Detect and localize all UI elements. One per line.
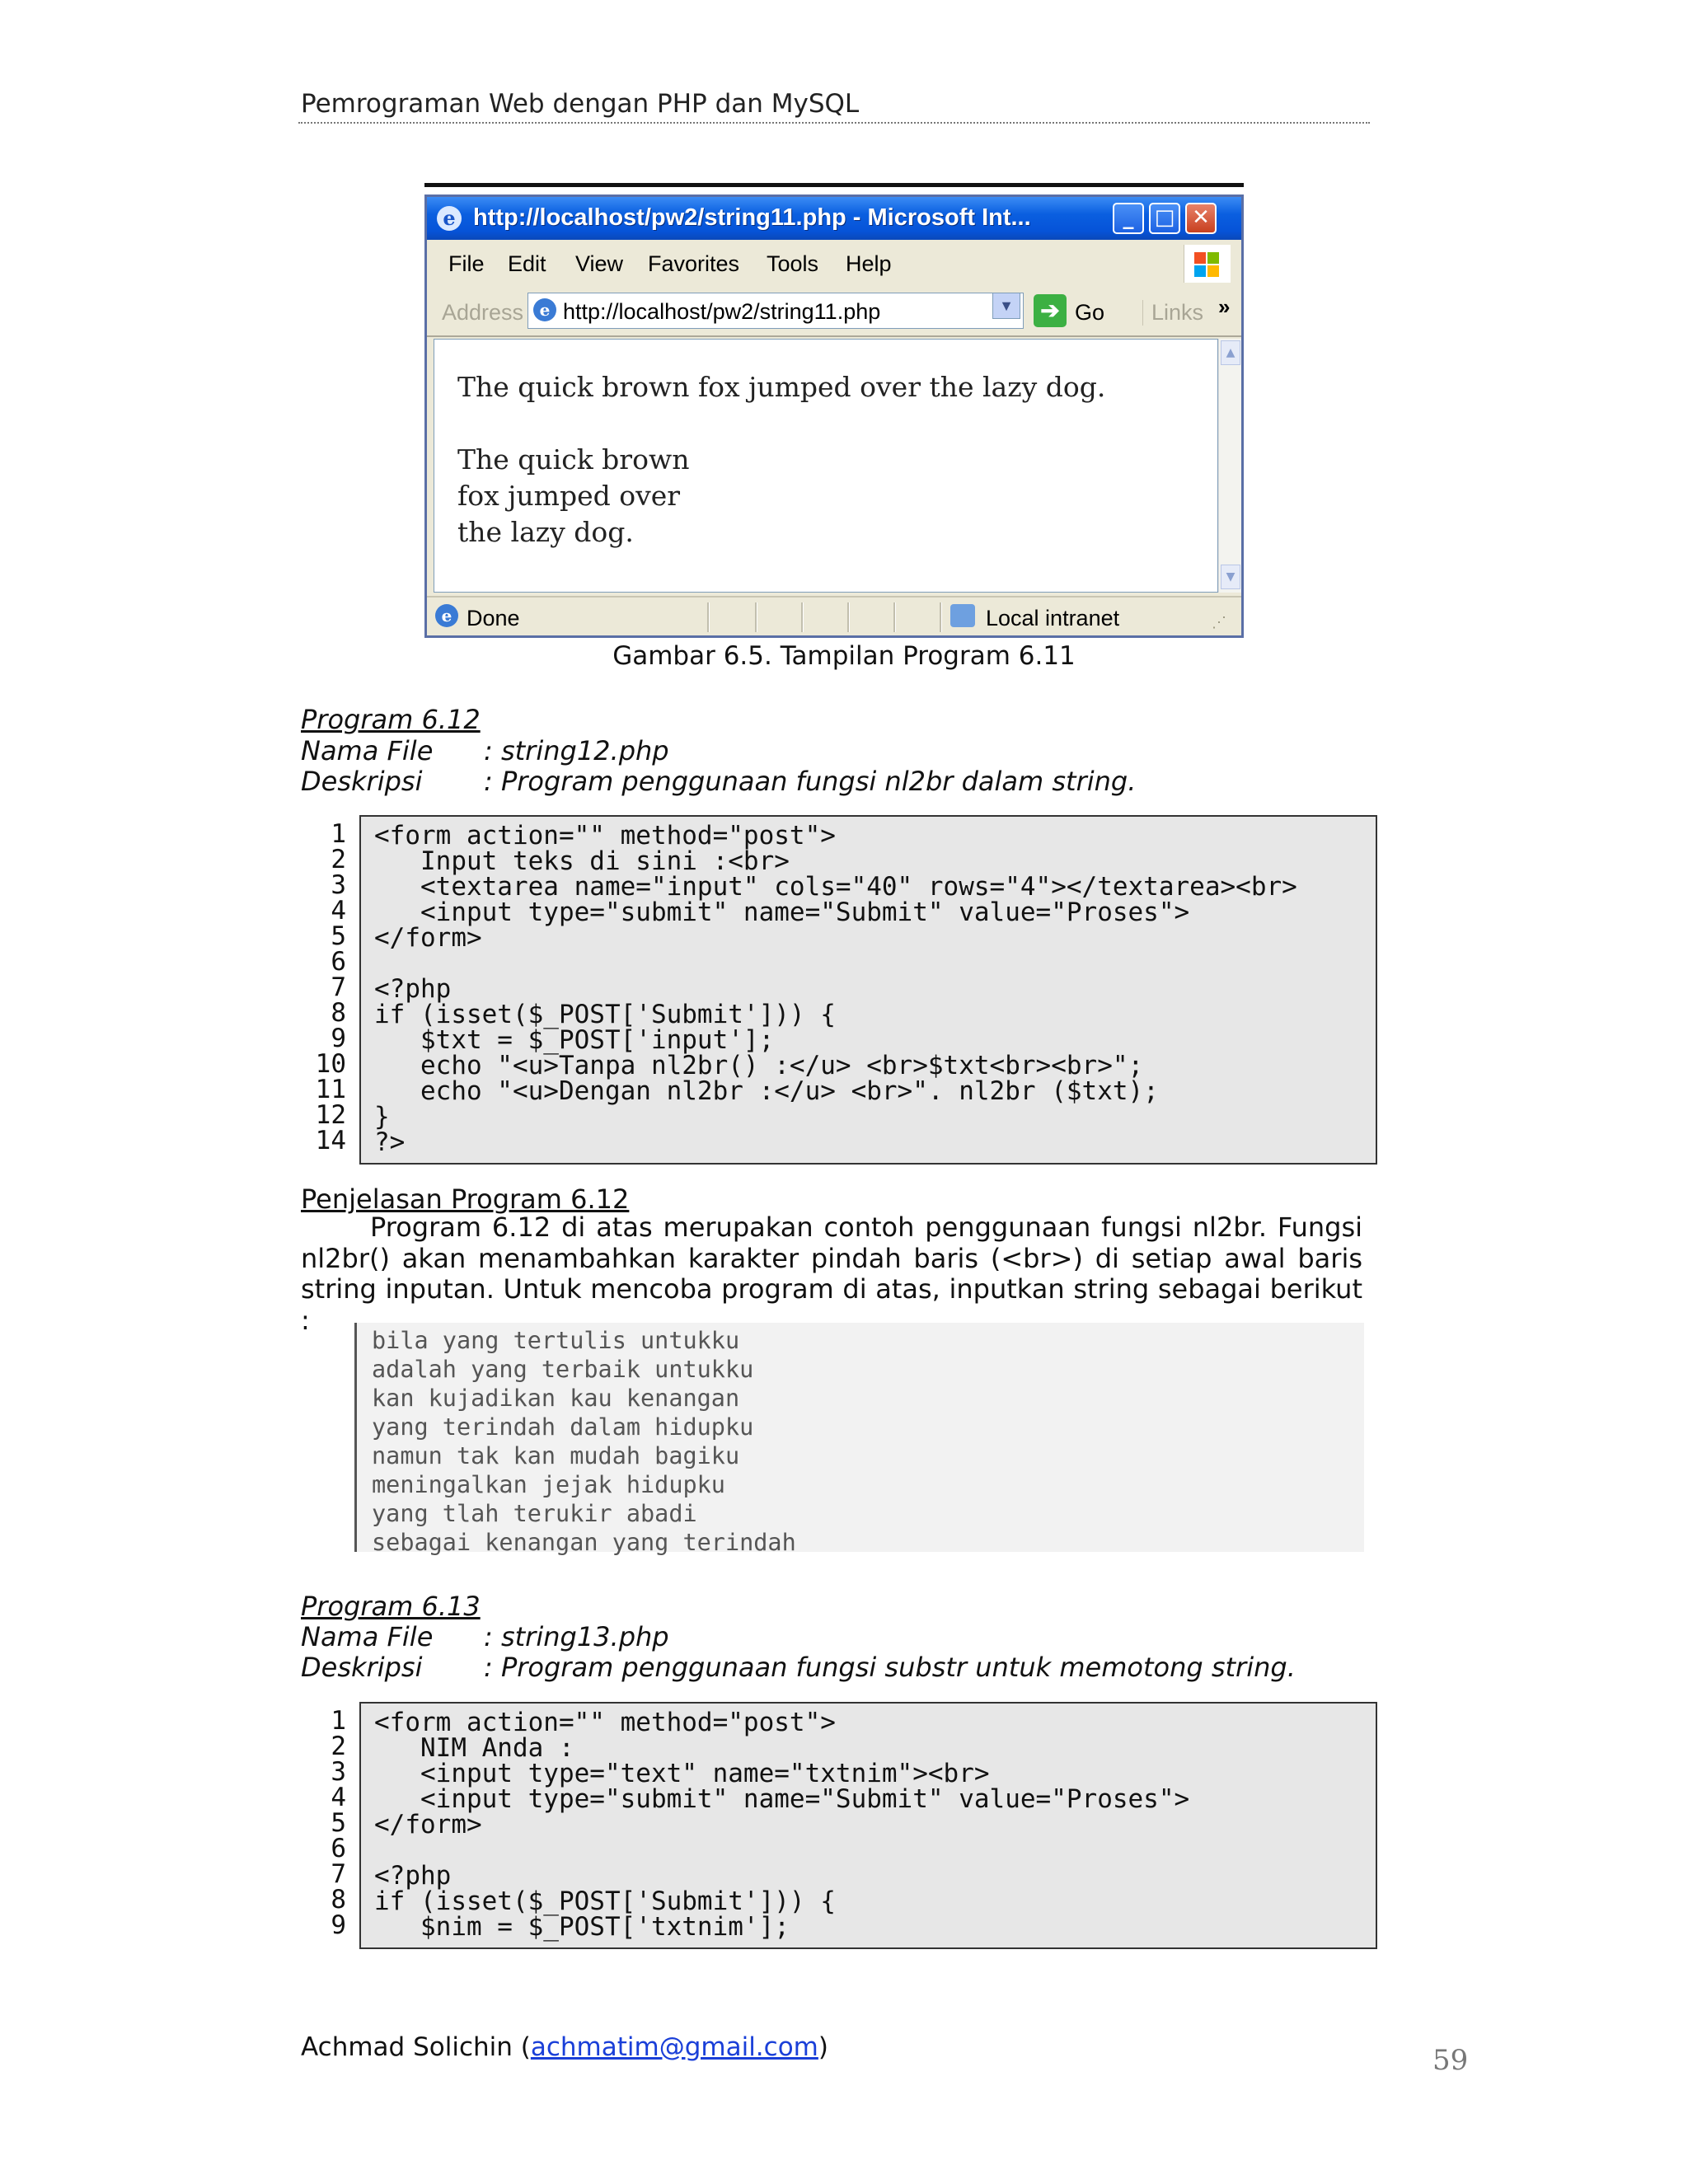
author-email-link[interactable]: achmatim@gmail.com bbox=[530, 2032, 818, 2062]
address-label: Address bbox=[442, 300, 524, 325]
browser-menubar bbox=[427, 240, 1241, 288]
line-number: 14 bbox=[315, 1126, 346, 1155]
description-label: Deskripsi bbox=[301, 766, 423, 797]
section-title: Penjelasan Program 6.12 bbox=[301, 1183, 630, 1215]
line-number: 12 bbox=[315, 1100, 346, 1130]
intranet-icon bbox=[950, 604, 975, 627]
code-line: if (isset($_POST['Submit'])) { bbox=[374, 1000, 836, 1029]
output-line: The quick brown bbox=[457, 443, 690, 476]
code-block bbox=[359, 1702, 1377, 1949]
browser-content bbox=[434, 339, 1218, 593]
address-url: http://localhost/pw2/string11.php bbox=[563, 299, 881, 324]
sample-line: namun tak kan mudah bagiku bbox=[372, 1442, 740, 1469]
vertical-scrollbar[interactable] bbox=[1218, 339, 1242, 593]
line-number: 3 bbox=[331, 870, 346, 900]
line-number: 5 bbox=[331, 1808, 346, 1838]
menu-favorites[interactable]: Favorites bbox=[648, 251, 740, 276]
author-name: Achmad Solichin bbox=[301, 2032, 513, 2062]
explanation-paragraph: Program 6.12 di atas merupakan contoh penggunaan fungsi nl2br. Fungsi nl2br() akan menambahkan karakter pindah baris (<br>) di setiap awal baris string inputan. Untuk mencoba program di atas, inputkan string sebagai berikut : bbox=[301, 1212, 1362, 1336]
scroll-down-icon[interactable]: ▼ bbox=[1221, 565, 1240, 589]
ie-icon: e bbox=[437, 206, 462, 231]
file-label: Nama File bbox=[301, 735, 434, 766]
running-header: Pemrograman Web dengan PHP dan MySQL bbox=[301, 89, 860, 119]
links-label[interactable]: Links bbox=[1142, 300, 1203, 326]
menu-view[interactable]: View bbox=[575, 251, 624, 276]
line-number: 9 bbox=[331, 1910, 346, 1940]
line-number: 10 bbox=[315, 1049, 346, 1079]
program-title: Program 6.13 bbox=[301, 1591, 481, 1622]
code-line: <?php bbox=[374, 1861, 452, 1891]
menu-help[interactable]: Help bbox=[846, 251, 892, 276]
sample-line: bila yang tertulis untukku bbox=[372, 1327, 740, 1354]
line-numbers bbox=[301, 819, 346, 1155]
page-icon: e bbox=[533, 298, 556, 321]
line-number: 2 bbox=[331, 1732, 346, 1761]
windows-logo-icon bbox=[1184, 245, 1231, 283]
line-number: 4 bbox=[331, 896, 346, 926]
go-arrow-icon[interactable]: ➔ bbox=[1034, 294, 1067, 327]
sample-line: yang tlah terukir abadi bbox=[372, 1500, 697, 1527]
scroll-up-icon[interactable]: ▲ bbox=[1221, 340, 1240, 365]
code-line bbox=[374, 951, 1376, 977]
page-done-icon: e bbox=[435, 604, 458, 627]
line-number: 2 bbox=[331, 845, 346, 874]
line-number: 11 bbox=[315, 1075, 346, 1104]
browser-titlebar bbox=[427, 197, 1241, 240]
line-number: 4 bbox=[331, 1783, 346, 1812]
code-line: } bbox=[374, 1102, 390, 1132]
program-title: Program 6.12 bbox=[301, 704, 481, 735]
line-number: 7 bbox=[331, 972, 346, 1002]
status-divider bbox=[707, 602, 710, 632]
maximize-icon[interactable]: □ bbox=[1149, 203, 1180, 234]
file-label: Nama File bbox=[301, 1621, 434, 1652]
footer-author: Achmad Solichin (achmatim@gmail.com) bbox=[301, 2032, 828, 2062]
go-button[interactable]: Go bbox=[1075, 300, 1105, 325]
sample-input-block bbox=[354, 1323, 1364, 1556]
code-line: <input type="submit" name="Submit" value="Proses"> bbox=[374, 1784, 1190, 1814]
code-line: <input type="submit" name="Submit" value="Proses"> bbox=[374, 898, 1190, 927]
line-number: 1 bbox=[331, 819, 346, 849]
description-value: : Program penggunaan fungsi nl2br dalam string. bbox=[484, 766, 1137, 797]
code-line: $nim = $_POST['txtnim']; bbox=[374, 1912, 790, 1942]
output-line: The quick brown fox jumped over the lazy dog. bbox=[457, 371, 1106, 403]
sample-line: meningalkan jejak hidupku bbox=[372, 1471, 725, 1498]
code-line: <form action="" method="post"> bbox=[374, 821, 836, 851]
page-number: 59 bbox=[1432, 2044, 1469, 2077]
line-number: 6 bbox=[331, 947, 346, 977]
file-value: : string12.php bbox=[484, 735, 669, 766]
browser-title: http://localhost/pw2/string11.php - Microsoft Int... bbox=[473, 204, 1031, 231]
code-line: </form> bbox=[374, 923, 482, 953]
code-line: </form> bbox=[374, 1810, 482, 1840]
chevron-right-icon[interactable]: » bbox=[1218, 294, 1231, 319]
line-number: 6 bbox=[331, 1834, 346, 1863]
close-icon[interactable]: ✕ bbox=[1185, 203, 1217, 234]
zone-text: Local intranet bbox=[986, 606, 1120, 630]
line-number: 7 bbox=[331, 1859, 346, 1889]
minimize-icon[interactable]: _ bbox=[1113, 203, 1144, 234]
resize-grip-icon[interactable]: ⋰ bbox=[1212, 614, 1226, 630]
status-divider bbox=[847, 602, 850, 632]
code-line: NIM Anda : bbox=[374, 1733, 574, 1763]
code-line: echo "<u>Tanpa nl2br() :</u> <br>$txt<br><br>"; bbox=[374, 1051, 1144, 1080]
output-line: fox jumped over bbox=[457, 480, 681, 512]
line-number: 3 bbox=[331, 1757, 346, 1787]
status-divider bbox=[755, 602, 757, 632]
figure-top-border bbox=[424, 183, 1244, 187]
code-line: <?php bbox=[374, 974, 452, 1004]
code-line: $txt = $_POST['input']; bbox=[374, 1025, 775, 1055]
code-line bbox=[374, 1838, 1376, 1863]
line-number: 8 bbox=[331, 998, 346, 1028]
code-line: <input type="text" name="txtnim"><br> bbox=[374, 1759, 990, 1788]
figure-caption: Gambar 6.5. Tampilan Program 6.11 bbox=[612, 641, 1076, 671]
browser-addressbar bbox=[427, 288, 1241, 337]
file-value: : string13.php bbox=[484, 1621, 669, 1652]
status-divider bbox=[940, 602, 942, 632]
code-line: <textarea name="input" cols="40" rows="4"></textarea><br> bbox=[374, 872, 1297, 902]
header-divider bbox=[298, 122, 1370, 124]
browser-screenshot bbox=[424, 194, 1244, 638]
code-line: Input teks di sini :<br> bbox=[374, 846, 790, 876]
menu-file[interactable]: File bbox=[448, 251, 485, 276]
code-block bbox=[359, 815, 1377, 1165]
code-line: ?> bbox=[374, 1127, 406, 1157]
sample-line: adalah yang terbaik untukku bbox=[372, 1356, 754, 1383]
output-line: the lazy dog. bbox=[457, 516, 634, 548]
status-divider bbox=[801, 602, 804, 632]
line-number: 9 bbox=[331, 1024, 346, 1053]
menu-edit[interactable]: Edit bbox=[508, 251, 546, 276]
code-line: echo "<u>Dengan nl2br :</u> <br>". nl2br ($txt); bbox=[374, 1076, 1159, 1106]
browser-statusbar bbox=[427, 596, 1241, 637]
sample-line: kan kujadikan kau kenangan bbox=[372, 1385, 740, 1412]
line-number: 8 bbox=[331, 1885, 346, 1915]
code-line: <form action="" method="post"> bbox=[374, 1708, 836, 1737]
sample-line: yang terindah dalam hidupku bbox=[372, 1413, 754, 1441]
address-dropdown-icon[interactable]: ▼ bbox=[992, 293, 1020, 319]
sample-line: sebagai kenangan yang terindah bbox=[372, 1529, 796, 1556]
status-text: Done bbox=[467, 606, 520, 630]
status-divider bbox=[893, 602, 896, 632]
code-line: if (isset($_POST['Submit'])) { bbox=[374, 1886, 836, 1916]
line-numbers bbox=[301, 1708, 346, 1938]
line-number: 1 bbox=[331, 1706, 346, 1736]
line-number: 5 bbox=[331, 921, 346, 951]
address-input[interactable] bbox=[528, 293, 1024, 329]
menu-tools[interactable]: Tools bbox=[767, 251, 819, 276]
description-value: : Program penggunaan fungsi substr untuk memotong string. bbox=[484, 1652, 1296, 1683]
description-label: Deskripsi bbox=[301, 1652, 423, 1683]
